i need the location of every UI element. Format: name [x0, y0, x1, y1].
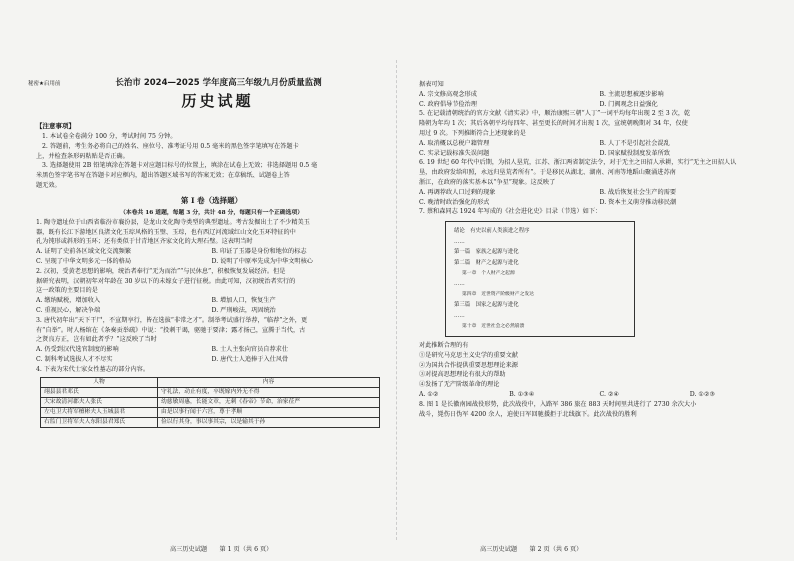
- volume-title: 第 I 卷（选择题）: [180, 195, 243, 205]
- column-header: 人物: [41, 377, 158, 387]
- option-d[interactable]: D. 说明了中原率先成为中华文明核心: [211, 257, 313, 265]
- toc-entry: 第一篇 家族之起源与进化: [454, 249, 519, 256]
- table-cell: 右监门卫将军夫人东阳县君郑氏: [41, 417, 158, 427]
- question-stem: 2. 汉初，受黄老思想的影响，统治者奉行“无为而治”“与民休息”，积极恢复发展经济。但是: [36, 267, 286, 275]
- question-lead: 据表可知: [419, 81, 444, 88]
- question-stem: 4. 下表为宋代士家女性墓志的部分内容。: [36, 365, 150, 373]
- table-row: [41, 397, 380, 407]
- option-list: [419, 390, 780, 400]
- question-stem: 1. 陶寺遗址位于山西省临汾市襄汾县，是龙山文化陶寺类型的典型遗址。考古发掘出土了不少精美玉: [36, 218, 310, 226]
- question-stem: 5. 在记载清朝统治的官方文献《清实录》中，顺治康熙三朝“人丁”一词平均每年出现 2 至 3 次，乾: [419, 110, 691, 118]
- option-a[interactable]: A. 宗文修高观念形成: [419, 90, 477, 98]
- option-b[interactable]: B. 主流思想被逐步影响: [599, 90, 664, 98]
- question-stem: 7. 蔡和森同志 1924 年写成的《社会进化史》目录（节选）如下：: [419, 208, 602, 216]
- statement-item: ①是研究马克思主义史学的重要文献: [419, 351, 518, 359]
- epitaph-table: [40, 377, 380, 428]
- option-a[interactable]: A. 缴纳赋税，增加收入: [36, 297, 101, 305]
- toc-entry: 第二篇 财产之起源与进化: [454, 259, 519, 266]
- question-stem: 浙江，在政府的落实基本以“争星”现象。这反映了: [419, 178, 556, 186]
- toc-entry: ……: [454, 238, 465, 245]
- question-stem: 用过 9 次。下列推断符合上述现象的是: [419, 129, 526, 137]
- question-stem: 8. 图 1 是长徽南园战役形势，此次战役中，入路军 386 旅在 883 天时间里共进行了 2730 余次大小: [419, 400, 697, 408]
- toc-entry: 第十章 近世社会之必然崩溃: [462, 323, 525, 329]
- option-c[interactable]: C. 实录记载标准失误问题: [419, 149, 490, 157]
- table-row: [41, 407, 380, 417]
- question-stem: 据研究表明，汉朝初年对年龄在 30 岁以下的未嫁女子进行征税。由此可知，汉初统治者实行的: [36, 277, 296, 285]
- option-c[interactable]: C. 重视民心，解决争端: [36, 306, 101, 314]
- option-list: [419, 90, 780, 110]
- exam-title: 长治市 2024—2025 学年度高三年级九月份质量监测: [115, 78, 322, 88]
- toc-entry: 第四章 近世资产阶级财产之发达: [462, 291, 534, 297]
- option-d[interactable]: D. ①②③: [689, 391, 716, 399]
- option-a[interactable]: A. 取消概以总税户籍管理: [419, 139, 490, 147]
- option-b[interactable]: B. 增加人口，恢复生产: [211, 297, 276, 305]
- page-2: [397, 0, 794, 561]
- question-5: [419, 109, 780, 158]
- question-stem: 之贤良方正，岂有如此者乎？”这反映了当时: [36, 336, 157, 344]
- table-header-row: [41, 377, 380, 387]
- notice-item: 米黑色签字笔书写在答题卡对应框内，超出答题区域书写的答案无效；在草稿纸、试题卷上答: [36, 172, 290, 180]
- page-footer-left: 高三历史试题 第 1 页（共 6 页）: [170, 546, 273, 553]
- option-c[interactable]: C. 晚清时政治强化的形式: [419, 198, 490, 206]
- option-c[interactable]: C. 政府倡导节俭治理: [419, 100, 477, 108]
- subject-title: 历史试题: [181, 92, 254, 110]
- option-a[interactable]: A. 仍受到汉代选官制度的影响: [36, 346, 119, 354]
- statement-item: ④发扬了无产阶级革命的理论: [419, 381, 500, 389]
- option-d[interactable]: D. 严刑峻法，巩固统治: [211, 306, 276, 314]
- option-d[interactable]: D. 门阀观念日益强化: [599, 100, 658, 108]
- toc-entry: 第三篇 国家之起源与进化: [454, 302, 519, 309]
- option-d[interactable]: D. 资本主义萌芽推动移民潮: [599, 198, 677, 206]
- secret-mark: 秘密★启用前: [28, 81, 61, 87]
- question-stem: 6. 19 世纪 60 年代中后期，为招人垦荒，江苏、浙江两省制定法令，对于无主之田招人承耕，实行“无主之田招人认: [419, 159, 737, 167]
- option-b[interactable]: B. 士人主张向官员自荐求仕: [211, 346, 289, 354]
- option-list: [36, 247, 387, 267]
- question-lead: 对此推断合理的有: [419, 342, 469, 350]
- question-stem: 垦，由政府发给印照，永远归垦荒者所有”。于是移民从湖北、湖南、河南等地蹈山聚涌进苏南: [419, 169, 676, 177]
- volume-note: （本卷共 16 道题，每题 3 分，共计 48 分，每题只有一个正确选项）: [120, 209, 303, 216]
- option-c[interactable]: C. ②④: [599, 391, 620, 399]
- question-3: [36, 316, 387, 365]
- option-d[interactable]: D. 唐代士人追捧于入仕风骨: [211, 355, 289, 363]
- option-list: [419, 188, 780, 208]
- toc-entry: 绪论 有史以前人类演进之程序: [454, 228, 530, 235]
- table-cell: 左屯卫大将军檀彬夫人玉城县君: [41, 407, 158, 417]
- toc-entry: ……: [454, 281, 465, 288]
- option-list: [36, 296, 387, 316]
- table-row: [41, 417, 380, 427]
- question-stem: 这一政策的主要目的是: [36, 287, 98, 295]
- table-cell: 守礼法，动止有度，卒既嫁内外无不得: [158, 387, 380, 397]
- toc-entry: ……: [454, 312, 465, 319]
- table-cell: 由是以事行闻于六宫，尊于孝顺: [158, 407, 380, 417]
- table-cell: 幼慈敏周惠，长能文章，无刺《春帝》节命，治家莅严: [158, 397, 380, 407]
- question-stem: 有“自举”。时人杨绾在《条奏贡举疏》中说：“投刺干谒，驱驰于要津；露才扬己，宣腾于当代，古: [36, 326, 306, 334]
- option-c[interactable]: C. 制科考试选拔人才不尽实: [36, 355, 113, 363]
- table-cell: 俭以行其身，事以事其宗，以是输其于孙: [158, 417, 380, 427]
- option-c[interactable]: C. 呈现了中华文明多元一体的格局: [36, 257, 132, 265]
- notice-list: [36, 132, 387, 191]
- notice-item: 3. 选择题使用 2B 铅笔填涂在答题卡对应题目标号的位置上，填涂在试卷上无效；非选择题用 0.5 毫: [42, 162, 318, 170]
- option-a[interactable]: A. ①②: [419, 391, 439, 399]
- notice-heading: 【注意事项】: [36, 122, 75, 130]
- option-b[interactable]: B. 人丁不是引起社会混乱: [599, 139, 670, 147]
- option-a[interactable]: A. 再调荐政人口过剩的现象: [419, 188, 496, 196]
- option-list: [36, 345, 387, 365]
- option-b[interactable]: B. 印证了玉器是身份和地位的标志: [211, 248, 307, 256]
- table-row: [41, 387, 380, 397]
- page-footer-right: 高三历史试题 第 2 页（共 6 页）: [480, 546, 583, 553]
- table-of-contents: [445, 221, 635, 337]
- option-b[interactable]: B. 战后恢复社会生产的需要: [599, 188, 677, 196]
- notice-item: 题无效。: [36, 181, 61, 189]
- statement-item: ③对提高思想理论有很大的帮助: [419, 371, 506, 379]
- option-a[interactable]: A. 证明了史前各区域文化交流频繁: [36, 248, 132, 256]
- option-d[interactable]: D. 国家赋役制度发革所致: [599, 149, 671, 157]
- question-stem: 3. 唐代初年出“天下干尸，不宣期享行，皆在选拔“非常之才”。制举考试盛行举荐，“临荐”之外，更: [36, 316, 308, 324]
- option-list: [419, 139, 780, 159]
- question-7: [419, 207, 780, 400]
- notice-item: 2. 答题前，考生务必将自己的姓名、座位号、准考证号用 0.5 毫米的黑色签字笔填写在答题卡: [42, 142, 299, 150]
- option-b[interactable]: B. ①③④: [509, 391, 535, 399]
- toc-entry: 第一章 个人财产之起源: [462, 270, 515, 276]
- question-stem: 战斗，毙伤日伪军 4200 余人，迫使日军回驰援拒于北线旗下。此次战役的胜利: [419, 410, 637, 418]
- statement-item: ②为国共合作提供重要思想理论来源: [419, 361, 518, 369]
- table-cell: 翊县县君邓氏: [41, 387, 158, 397]
- notice-item: 上，并检查条形码粘贴是否正确。: [36, 152, 129, 160]
- question-stem: 器，既有长江下游地区良渚文化玉琮风格的玉璧、玉琮，也有西辽河流域红山文化玉环特征的中: [36, 228, 296, 236]
- question-stem: 孔为钝形或斜形的玉环；还有类似于甘青地区齐家文化的大理石璧。这表明当时: [36, 238, 253, 246]
- table-cell: 大宋故清河郡夫人张氏: [41, 397, 158, 407]
- question-4: [36, 365, 387, 428]
- column-header: 内容: [158, 377, 380, 387]
- notice-item: 1. 本试卷全卷满分 100 分，考试时间 75 分钟。: [42, 133, 177, 140]
- question-1: [36, 218, 387, 267]
- question-stem: 隆朝为年均 1 次；其后各朝平均每四年、甚至更长的时间才出现 1 次，宣统朝晚期对 34 年，仅使: [419, 120, 688, 128]
- question-8: [419, 400, 780, 420]
- question-6: [419, 158, 780, 207]
- question-2: [36, 267, 387, 316]
